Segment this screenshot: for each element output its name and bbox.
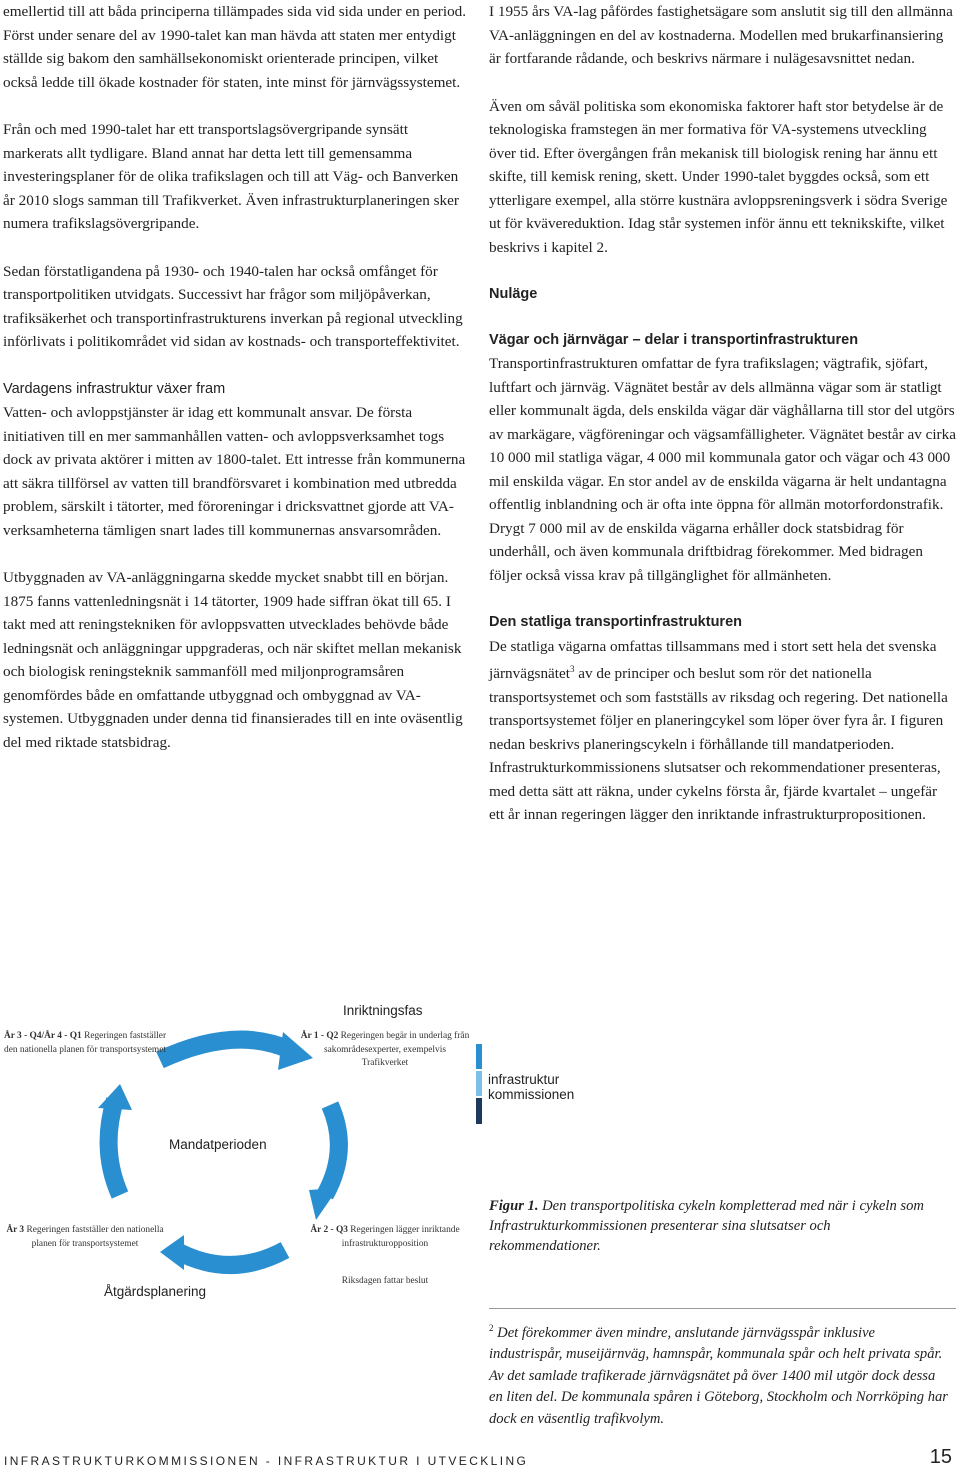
step-year: År 3 - Q4/År 4 - Q1 — [3, 1031, 82, 1041]
arrow-bottom — [175, 1250, 285, 1265]
step-text: Regeringen begär in underlag från sakområdesexperter, exempelvis Trafikverket — [324, 1031, 470, 1068]
running-footer: INFRASTRUKTURKOMMISSIONEN - INFRASTRUKTUR I UTVECKLING — [4, 1454, 529, 1468]
paragraph-text: av de principer och beslut som rör det nationella transportsystemet och som fastställs av riksdag och regering. Det nationella transportsystemet följer en planeringcykel som löper över fyra år. I figuren nedan beskrivs planeringscykeln i förhållande till mandatperioden. Infrastrukturkommissionens slutsatser och rekommendationer presenteras, med detta sätt att räkna, under cykelns första år, fjärde kvartalet – ungefär ett år innan regeringen lägger den inriktande infrastrukturpropositionen. — [489, 665, 948, 824]
arrow-left — [109, 1100, 120, 1195]
paragraph: Transportinfrastrukturen omfattar de fyra trafikslagen; vägtrafik, sjöfart, luftfart och järnväg. Vägnätet består av dels allmänna vägar som är statligt eller kommunalt ägda, dels enskilda vägar där väghållarna till stor del utgörs av markägare, vägföreningar och vägsamfälligheter. Vägnätet består av cirka 10 000 mil statliga vägar, 4 000 mil kommunala gator och vägar och 43 000 mil enskilda vägar. En stor andel av de enskilda vägarna är helt undantagna offentlig inblandning och är ofta inte öppna för allmän motorfordonstrafik. Drygt 7 000 mil av de enskilda vägarna erhåller dock statsbidrag för underhåll, och även kommunala driftbidrag förekommer. Med bidragen följer också vissa krav på tillgänglighet för allmänheten. — [489, 355, 956, 584]
paragraph-text: De statliga vägarna omfattas tillsammans med i stort sett hela det svenska järnvägsnätet — [489, 637, 937, 683]
phase-label-bottom: Åtgärdsplanering — [104, 1284, 207, 1299]
step-text: Regeringen lägger inriktande infrastrukturopposition — [341, 1225, 460, 1249]
legend-label — [488, 1072, 574, 1102]
footnote-number: 2 — [489, 1323, 494, 1333]
legend-bar-mid — [476, 1071, 482, 1096]
left-column — [3, 0, 468, 778]
subsection-heading: Vägar och järnvägar – delar i transportinfrastrukturen — [489, 331, 859, 348]
footnote-divider — [489, 1308, 956, 1309]
step-year: År 3 — [6, 1225, 25, 1235]
step-text: Regeringen fastställer den nationella planen för transportsystemet — [24, 1225, 164, 1249]
page-number: 15 — [929, 1446, 952, 1468]
right-column — [489, 0, 956, 851]
step-year: År 2 - Q3 — [310, 1225, 348, 1235]
paragraph: Vatten- och avloppstjänster är idag ett kommunalt ansvar. De första initiativen till en mer sammanhållen vatten- och avloppsverksamhet togs dock av privata aktörer i mitten av 1800-talet. Ett intresse från kommunerna att säkra tillförsel av vatten till brandförsvaret i kombination med utbredda problem, särskilt i tätorter, med föroreningar i dricksvattnet gjorde att VA-verksamheterna tämligen snart lades till kommunernas ansvarsområden. — [3, 404, 466, 539]
arrow-top — [160, 1040, 290, 1060]
paragraph — [489, 635, 956, 827]
footnote-text: Det förekommer även mindre, anslutande järnvägsspår inklusive industrispår, museijärnväg, hamnspår, kommunala spår och helt privata spår. Av det samlade trafikerade järnvägsnätet på över 1400 mil utgör dock dessa en liten del. De kommunala spåren i Göteborg, Stockholm och Norrköping har dock en väsentlig trafikvolym. — [489, 1324, 948, 1427]
step-text: Regeringen fastställer den nationella planen för transportsystemet — [4, 1031, 167, 1055]
paragraph: I 1955 års VA-lag påfördes fastighetsägare som anslutit sig till den allmänna VA-anläggningen en del av kostnaderna. Modellen med brukarfinansiering är fortfarande rådande, och beskrivs närmare i nulägesavsnittet nedan. — [489, 3, 953, 67]
footnote — [489, 1318, 949, 1430]
arrowhead-left — [98, 1084, 132, 1110]
section-heading: Vardagens infrastruktur växer fram — [3, 380, 226, 397]
caption-label: Figur 1. — [489, 1198, 539, 1214]
legend-line: kommissionen — [488, 1087, 575, 1102]
step-bottom-left — [0, 1224, 170, 1251]
arrow-right — [325, 1105, 339, 1195]
step-top-left — [0, 1030, 170, 1057]
step-year: År 1 - Q2 — [300, 1031, 339, 1041]
phase-label-center: Mandatperioden — [169, 1137, 267, 1152]
phase-label-top: Inriktningsfas — [343, 1003, 423, 1018]
legend-bar-top — [476, 1044, 482, 1069]
paragraph: Från och med 1990-talet har ett transportslagsövergripande synsätt markerats allt tydligare. Bland annat har detta lett till gemensamma investeringsplaner för de olika trafikslagen och till att Väg- och Banverken år 2010 slogs samman till Trafikverket. Även infrastrukturplaneringen sker numera trafikslagsövergripande. — [3, 121, 459, 232]
legend-color-bars — [476, 1044, 482, 1124]
caption-text: Den transportpolitiska cykeln kompletterad med när i cykeln som Infrastrukturkommissionen presenterar sina slutsatser och rekommendationer. — [489, 1198, 924, 1254]
step-bottom-right-extra: Riksdagen fattar beslut — [341, 1276, 429, 1286]
step-bottom-right — [300, 1224, 470, 1251]
figure-caption — [489, 1196, 929, 1256]
footnote-ref: 3 — [569, 664, 575, 674]
paragraph: emellertid till att båda principerna tillämpades sida vid sida under en period. Först under senare del av 1990-talet kan man hävda att staten mer entydigt ställde sig bakom den samhällsekonomiskt orienterade principen, vilket också ledde till ökade kostnader för staten, inte minst för järnvägssystemet. — [3, 3, 467, 91]
step-top-right — [300, 1030, 470, 1071]
cycle-figure — [0, 990, 960, 1320]
paragraph: Utbyggnaden av VA-anläggningarna skedde mycket snabbt till en början. 1875 fanns vattenledningsnät i 14 tätorter, 1909 hade siffran ökat till 65. I takt med att reningstekniken för avloppsvatten utvecklades behövde både ledningsnät och anläggningar uppgraderas, och när skiftet mellan mekanisk och biologisk reningsteknik sammanföll med miljonprogramsåren genomfördes både en omfattande utbyggnad och ombyggnad av VA-systemen. Utbyggnaden under denna tid finansierades till en inte oväsentlig del med riktade statsbidrag. — [3, 569, 463, 751]
legend-line: infrastruktur — [488, 1072, 560, 1087]
paragraph: Även om såväl politiska som ekonomiska faktorer haft stor betydelse är de teknologiska framstegen än mer formativa för VA-systemens utveckling över tid. Efter övergången från mekanisk till biologisk rening har ännu ett skifte, till kemisk rening, skett. Under 1990-talet byggdes också, som ett ytterligare exempel, alla större kustnära avloppsreningsverk i södra Sverige ut för kvävereduktion. Idag står systemen inför ännu ett teknikskifte, vilket beskrivs i kapitel 2. — [489, 97, 948, 256]
section-heading-nulage: Nuläge — [489, 286, 538, 302]
arrowhead-right — [309, 1188, 338, 1220]
subsection-heading: Den statliga transportinfrastrukturen — [489, 614, 742, 630]
legend-bar-bottom — [476, 1098, 482, 1124]
paragraph: Sedan förstatligandena på 1930- och 1940-talen har också omfånget för transportpolitiken utvidgats. Successivt har frågor som miljöpåverkan, trafiksäkerhet och transportinfrastrukturens inverkan på regional utveckling införlivats i politikområdet vid sidan av kostnads- och transporteffektivitet. — [3, 262, 463, 350]
